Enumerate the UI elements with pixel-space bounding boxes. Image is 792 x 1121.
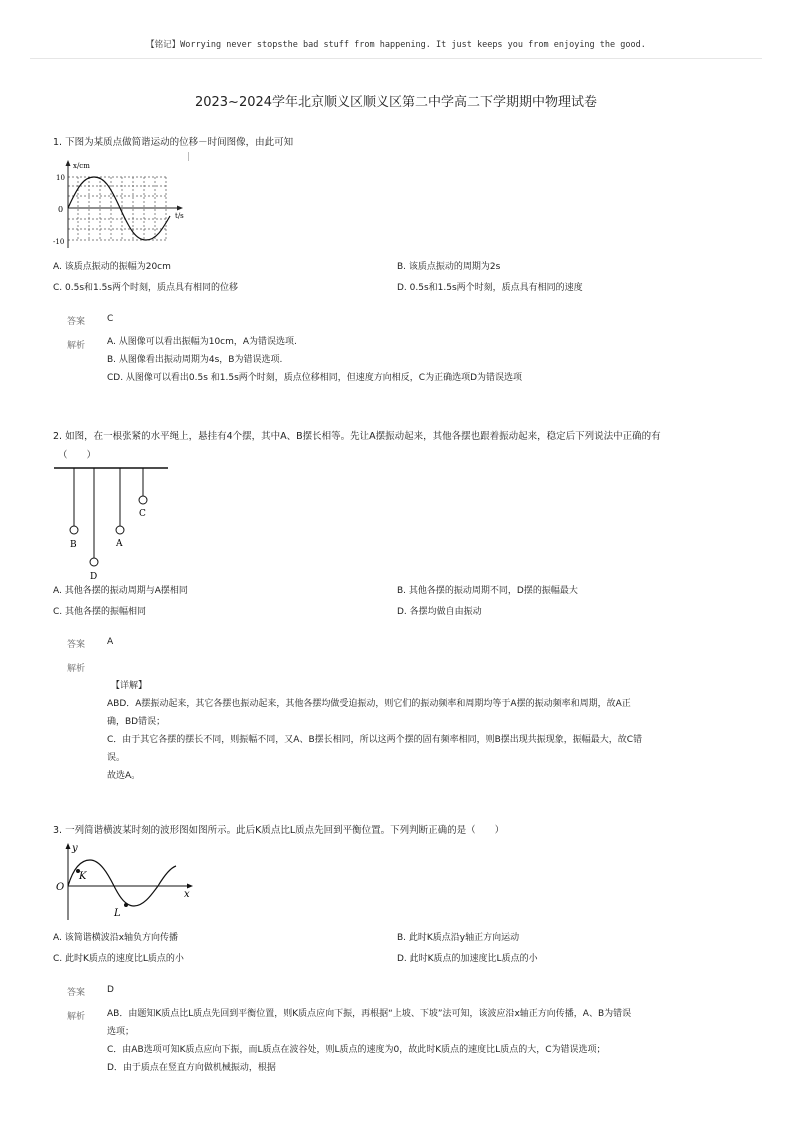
q3-analysis-line: AB．由题知K质点比L质点先回到平衡位置，则K质点应向下振，再根据“上坡、下坡”法可知，该波应沿x轴正方向传播，A、B为错误 [107, 1009, 632, 1019]
q1-analysis [107, 333, 522, 387]
text-cursor-mark [188, 152, 190, 161]
q3-analysis-line: 选项； [107, 1027, 135, 1037]
q2-label-c: C [139, 509, 146, 519]
q2-bob-a [116, 526, 124, 534]
q3-option-c[interactable]: C. 此时K质点的速度比L质点的小 [53, 954, 184, 964]
q1-y-arrow [66, 160, 71, 166]
q2-stem-bracket: （ ） [58, 450, 97, 461]
q3-option-d[interactable]: D. 此时K质点的加速度比L质点的小 [397, 954, 538, 964]
q1-option-b[interactable]: B. 该质点振动的周期为2s [397, 262, 501, 272]
q2-detail-heading: 【详解】 [111, 681, 148, 691]
q1-xlabel: t/s [175, 212, 184, 220]
q3-x-label: x [184, 889, 190, 900]
q1-displacement-graph [52, 158, 200, 254]
q2-stem: 2. 如图，在一根张紧的水平绳上，悬挂有4个摆，其中A、B摆长相等。先让A摆振动起来，其他各摆也跟着振动起来，稳定后下列说法中正确的有 [53, 431, 661, 442]
q2-option-d[interactable]: D. 各摆均做自由振动 [397, 607, 482, 617]
q1-answer-label: 答案 [67, 317, 86, 327]
q2-answer-label: 答案 [67, 640, 86, 650]
page-title: 2023~2024学年北京顺义区顺义区第二中学高二下学期期中物理试卷 [194, 95, 598, 110]
q2-analysis-line: 故选A。 [107, 771, 141, 781]
q1-answer: C [107, 314, 114, 324]
q3-analysis [107, 1005, 727, 1077]
q2-analysis-line: ABD．A摆振动起来，其它各摆也振动起来，其他各摆均做受迫振动，则它们的振动频率和周期均等于A摆的振动频率和周期，故A正 [107, 699, 631, 709]
q3-answer-label: 答案 [67, 988, 86, 998]
q1-analysis-line: B. 从图像看出振动周期为4s，B为错误选项. [107, 355, 283, 365]
q2-analysis [107, 695, 727, 785]
q1-x-arrow [177, 206, 183, 211]
q3-x-arrow [187, 884, 193, 889]
q3-y-arrow [66, 843, 71, 849]
motto-header: 【铭记】Worrying never stopsthe bad stuff from happening. It just keeps you from enjoying the good. [146, 40, 646, 50]
q2-label-d: D [90, 572, 98, 582]
q1-analysis-line: A. 从图像可以看出振幅为10cm，A为错误选项. [107, 337, 297, 347]
q1-option-a[interactable]: A. 该质点振动的振幅为20cm [53, 262, 171, 272]
q2-option-a[interactable]: A. 其他各摆的振动周期与A摆相同 [53, 586, 188, 596]
q3-l-label: L [114, 908, 121, 919]
q1-ytick-top: 10 [56, 174, 65, 182]
q1-option-d[interactable]: D. 0.5s和1.5s两个时刻，质点具有相同的速度 [397, 283, 583, 293]
q2-option-c[interactable]: C. 其他各摆的振幅相同 [53, 607, 147, 617]
q2-analysis-line: C．由于其它各摆的摆长不同，则振幅不同，又A、B摆长相同，所以这两个摆的固有频率相同，则B摆出现共振现象，振幅最大，故C错 [107, 735, 643, 745]
q1-analysis-line: CD. 从图像可以看出0.5s 和1.5s两个时刻，质点位移相同，但速度方向相反，C为正确选项D为错误选项 [107, 373, 523, 383]
q2-analysis-line: 确，BD错误； [107, 717, 166, 727]
q3-option-a[interactable]: A. 该简谐横波沿x轴负方向传播 [53, 933, 179, 943]
q2-analysis-line: 误。 [107, 753, 126, 763]
q1-ylabel: x/cm [73, 162, 90, 170]
header-divider [30, 58, 762, 59]
q3-analysis-line: D．由于质点在竖直方向做机械振动，根据 [107, 1063, 276, 1073]
q3-origin-label: O [56, 882, 65, 893]
q3-stem: 3. 一列简谐横波某时刻的波形图如图所示。此后K质点比L质点先回到平衡位置。下列判断正确的是（ ） [53, 825, 505, 836]
q2-label-b: B [70, 540, 77, 550]
q2-bob-b [70, 526, 78, 534]
q2-option-b[interactable]: B. 其他各摆的振动周期不同，D摆的振幅最大 [397, 586, 578, 596]
q1-analysis-label: 解析 [67, 341, 86, 351]
q2-answer: A [107, 637, 114, 647]
q3-point-l [124, 903, 128, 907]
q3-k-label: K [79, 871, 87, 882]
q3-y-label: y [72, 843, 78, 854]
q3-option-b[interactable]: B. 此时K质点沿y轴正方向运动 [397, 933, 520, 943]
q3-answer: D [107, 985, 114, 995]
q2-pendulum-diagram [52, 464, 172, 582]
q2-bob-c [139, 496, 147, 504]
q1-ytick-bottom: -10 [53, 238, 65, 246]
q3-wave-curve [68, 860, 176, 906]
q2-bob-d [90, 558, 98, 566]
q3-analysis-label: 解析 [67, 1012, 86, 1022]
q1-stem: 1. 下图为某质点做简谐运动的位移－时间图像，由此可知 [53, 137, 294, 148]
q2-label-a: A [116, 539, 123, 549]
q1-origin: 0 [58, 205, 64, 214]
q1-option-c[interactable]: C. 0.5s和1.5s两个时刻，质点具有相同的位移 [53, 283, 239, 293]
q3-analysis-line: C．由AB选项可知K质点应向下振，而L质点在波谷处，则L质点的速度为0，故此时K质点的速度比L质点的大，C为错误选项； [107, 1045, 606, 1055]
q2-analysis-label: 解析 [67, 664, 86, 674]
q3-wave-diagram [52, 840, 202, 922]
